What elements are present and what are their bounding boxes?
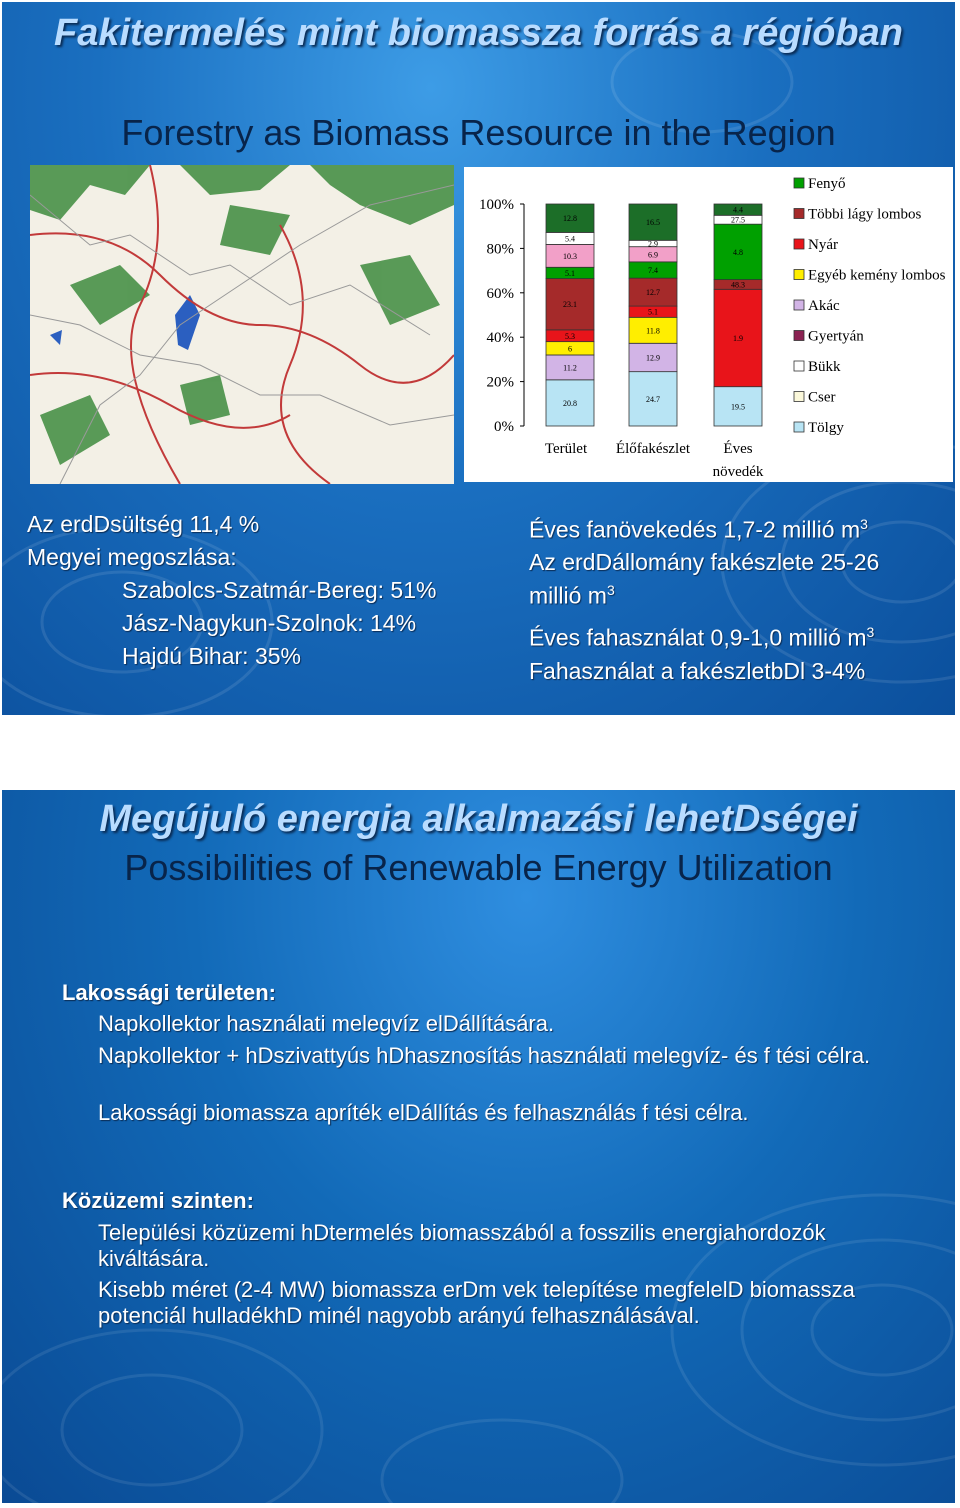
- legend-swatch: [794, 300, 804, 310]
- legend-label: Egyéb kemény lombos: [808, 267, 946, 284]
- data-label: 24.7: [646, 394, 660, 404]
- data-label: 11.8: [646, 326, 660, 336]
- legend-label: Akác: [808, 298, 840, 314]
- residential-item-1: Napkollektor használati melegvíz elDállítására.: [98, 1011, 555, 1036]
- data-label: 5.4: [565, 234, 575, 244]
- tree-species-stacked-bar-chart: [464, 167, 953, 482]
- data-label: 16.5: [646, 218, 660, 228]
- county-hajdu: Hajdú Bihar: 35%: [122, 643, 301, 669]
- data-label: 4.8: [733, 247, 743, 257]
- legend-label: Gyertyán: [808, 328, 864, 345]
- legend-swatch: [794, 422, 804, 432]
- forest-stock-line: Az erdDállomány fakészlete 25-26: [529, 548, 880, 575]
- category-label: Éves: [723, 441, 753, 457]
- slide-title-hungarian: Megújuló energia alkalmazási lehetDségei: [99, 798, 858, 840]
- forest-stock-info: [529, 508, 879, 688]
- legend-swatch: [794, 178, 804, 188]
- y-tick-label: 100%: [479, 197, 514, 213]
- data-label: 20.8: [563, 398, 577, 408]
- data-label: 5.1: [565, 268, 575, 278]
- utility-item-2: Kisebb méret (2-4 MW) biomassza erDm vek telepítése megfelelD biomassza potenciál hulladékhD minél nagyobb arányú felhasználásával.: [98, 1277, 855, 1328]
- slide-title-hungarian: Fakitermelés mint biomassza forrás a régióban: [54, 12, 903, 54]
- county-distribution-heading: Megyei megoszlása:: [27, 544, 237, 570]
- data-label: 27.5: [731, 215, 745, 225]
- y-tick-label: 0%: [494, 419, 514, 435]
- legend-swatch: [794, 270, 804, 280]
- residential-section-title: Lakossági területen:: [62, 980, 276, 1005]
- category-label: Élőfakészlet: [615, 441, 691, 457]
- legend-label: Tölgy: [808, 420, 844, 436]
- utility-section-title: Közüzemi szinten:: [62, 1188, 254, 1213]
- y-tick-label: 20%: [486, 374, 514, 391]
- y-tick-label: 40%: [486, 330, 514, 347]
- legend-swatch: [794, 361, 804, 371]
- data-label: 2.9: [648, 239, 658, 249]
- water-ripple-decoration: [2, 790, 955, 1503]
- data-label: 12.8: [563, 214, 577, 224]
- data-label: 23.1: [563, 300, 577, 310]
- regional-map-image: [30, 165, 454, 484]
- data-label: 12.7: [646, 288, 660, 298]
- residential-item-3: Lakossági biomassza apríték elDállítás és felhasználás f tési célra.: [98, 1100, 749, 1125]
- legend-label: Többi lágy lombos: [808, 206, 922, 223]
- data-label: 6: [568, 344, 572, 354]
- y-tick-label: 60%: [486, 285, 514, 302]
- utility-item-1: Települési közüzemi hDtermelés biomasszából a fosszilis energiahordozók kiváltására.: [98, 1220, 826, 1271]
- data-label: 1.9: [733, 333, 743, 343]
- data-label: 6.9: [648, 250, 658, 260]
- legend-label: Bükk: [808, 359, 841, 375]
- slide-renewable-energy: [2, 790, 955, 1503]
- county-szabolcs: Szabolcs-Szatmár-Bereg: 51%: [122, 577, 437, 603]
- data-label: 4.4: [733, 205, 743, 215]
- data-label: 10.3: [563, 251, 577, 261]
- slide-subtitle-english: Possibilities of Renewable Energy Utilization: [124, 847, 833, 888]
- data-label: 11.2: [563, 363, 577, 373]
- data-label: 7.4: [648, 266, 658, 276]
- y-tick-label: 80%: [486, 241, 514, 258]
- data-label: 5.3: [565, 331, 575, 341]
- annual-use-line: Éves fahasználat 0,9-1,0 millió $m^3$: [529, 624, 875, 651]
- use-ratio-line: Fahasználat a fakészletbDl 3-4%: [529, 657, 866, 684]
- data-label: 48.3: [731, 280, 745, 290]
- county-jasz: Jász-Nagykun-Szolnok: 14%: [122, 610, 417, 636]
- residential-item-2: Napkollektor + hDszivattyús hDhasznosítás használati melegvíz- és f tési célra.: [98, 1043, 871, 1068]
- legend-swatch: [794, 239, 804, 249]
- slide-forestry: [2, 2, 955, 715]
- category-label: Terület: [544, 441, 588, 457]
- forest-coverage-line: Az erdDsültség 11,4 %: [27, 511, 260, 537]
- category-label: növedék: [712, 464, 764, 480]
- data-label: 5.1: [648, 307, 658, 317]
- data-label: 19.5: [731, 402, 745, 412]
- chart-canvas: [464, 167, 953, 482]
- data-label: 12.9: [646, 353, 660, 363]
- legend-label: Nyár: [808, 237, 838, 253]
- legend-swatch: [794, 209, 804, 219]
- legend-swatch: [794, 331, 804, 341]
- legend-swatch: [794, 392, 804, 402]
- legend-label: Fenyő: [808, 176, 846, 192]
- forest-stock-line-cont: millió $m^3$: [529, 581, 615, 609]
- annual-growth-line: Éves fanövekedés 1,7-2 millió $m^3$: [529, 516, 868, 543]
- legend-label: Cser: [808, 389, 836, 406]
- forest-coverage-info: [27, 508, 436, 673]
- slide-subtitle-english: Forestry as Biomass Resource in the Region: [121, 112, 836, 153]
